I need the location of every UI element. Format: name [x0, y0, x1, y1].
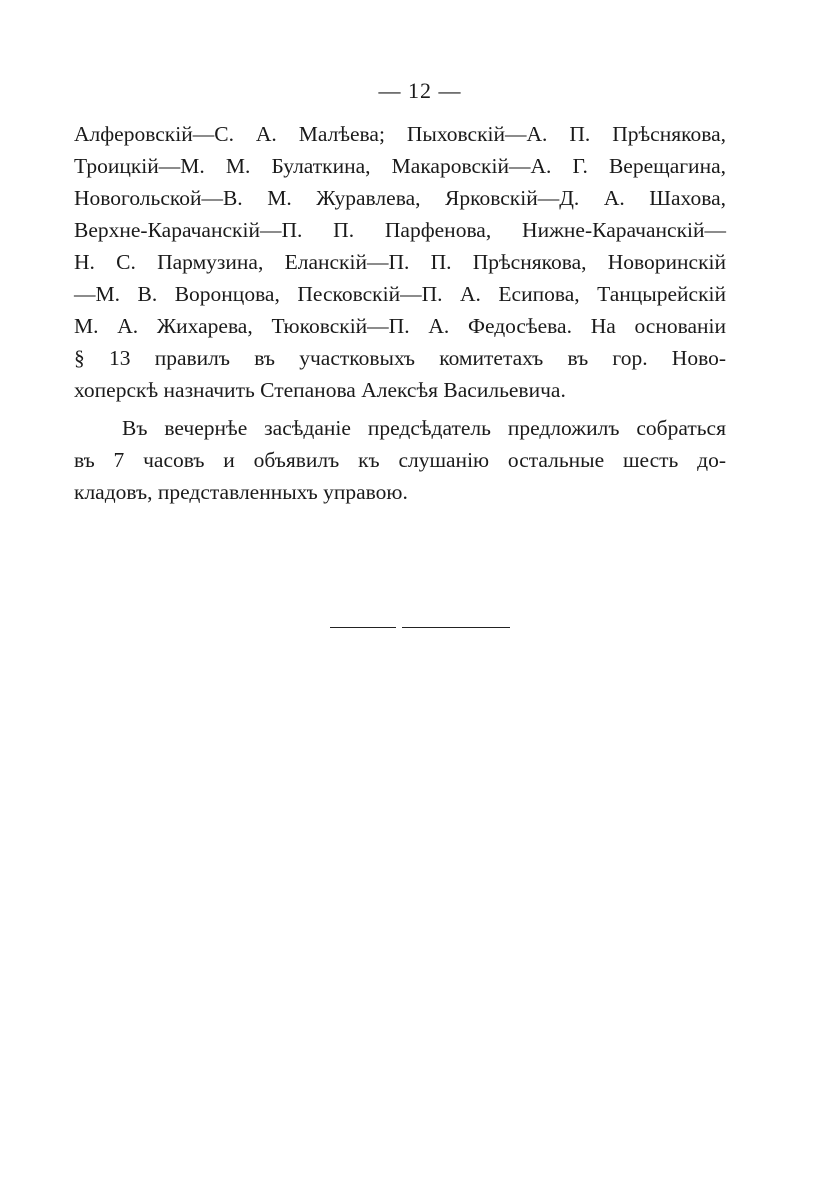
- text-line: въ 7 часовъ и объявилъ къ слушанію остальные шесть до-: [74, 448, 726, 472]
- paragraph: [74, 412, 726, 508]
- text-line: М. А. Жихарева, Тюковскій—П. А. Федосѣева. На основаніи: [74, 314, 726, 338]
- body-text: [74, 118, 726, 508]
- divider-rule: [330, 627, 396, 628]
- text-line: Новогольской—В. М. Журавлева, Ярковскій—Д. А. Шахова,: [74, 186, 726, 210]
- text-line: § 13 правилъ въ участковыхъ комитетахъ въ гор. Ново-: [74, 346, 726, 370]
- divider-rule: [402, 627, 510, 628]
- section-divider: [0, 627, 840, 628]
- text-line: Верхне-Карачанскій—П. П. Парфенова, Нижне-Карачанскій—: [74, 218, 726, 242]
- text-line: кладовъ, представленныхъ управою.: [74, 480, 408, 504]
- text-line: —М. В. Воронцова, Песковскій—П. А. Есипова, Танцырейскій: [74, 282, 726, 306]
- text-line: Троицкій—М. М. Булаткина, Макаровскій—А. Г. Верещагина,: [74, 154, 726, 178]
- paragraph: [74, 118, 726, 406]
- text-line: Алферовскій—С. А. Малѣева; Пыховскій—А. П. Прѣснякова,: [74, 122, 726, 146]
- text-line: Въ вечернѣе засѣданіе предсѣдатель предложилъ собраться: [122, 416, 726, 440]
- text-line: Н. С. Пармузина, Еланскій—П. П. Прѣснякова, Новоринскій: [74, 250, 726, 274]
- page-number: — 12 —: [378, 78, 462, 103]
- text-line: хоперскѣ назначить Степанова Алексѣя Васильевича.: [74, 378, 566, 402]
